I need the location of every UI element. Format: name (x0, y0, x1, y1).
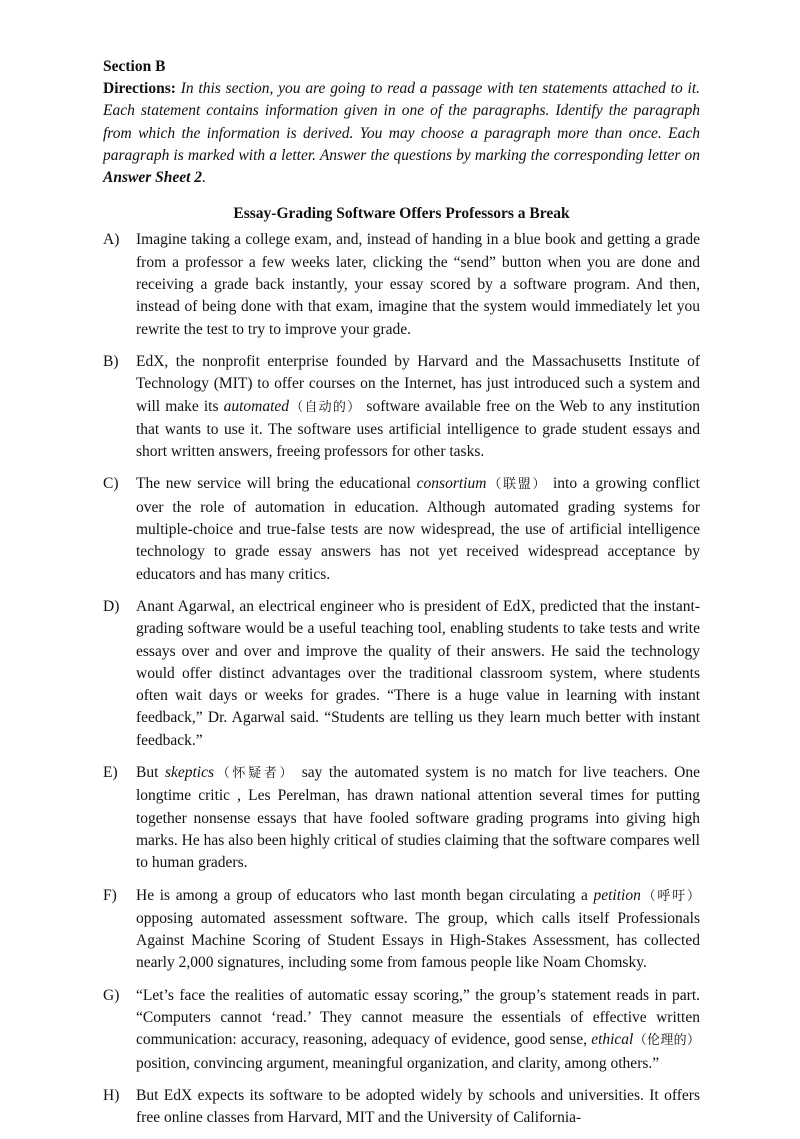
paragraph-e (103, 762, 700, 874)
paragraph-text-before: He is among a group of educators who last month began circulating a (136, 886, 594, 904)
paragraph-text-after: position, convincing argument, meaningful organization, and clarity, among others.” (136, 1054, 660, 1072)
chinese-gloss: （自动的） (289, 399, 362, 415)
paragraph-letter: G) (103, 986, 120, 1004)
paragraph-text-after: opposing automated assessment software. The group, which calls itself Professionals Against Machine Scoring of Student Essays in High-Stakes Assessment, has collected nearly 2,000 signatures, including some from famous people like Noam Chomsky. (136, 909, 700, 972)
paragraph-text-after: software available free on the Web to any institution that wants to use it. The software uses artificial intelligence to grade student essays and short written answers, freeing professors for other tasks. (136, 397, 700, 461)
chinese-gloss: （呼吁） (640, 888, 700, 904)
paragraph-text-after: into a growing conflict over the role of automation in education. Although automated grading systems for multiple-choice and true-false tests are now widespread, the use of artificial intelligence technology to grade essay answers has not yet received widespread acceptance by educators and has many critics. (136, 475, 700, 583)
glossary-term: consortium (416, 475, 487, 493)
paragraph-text: Imagine taking a college exam, and, instead of handing in a blue book and getting a grade from a professor a few weeks later, clicking the “send” button when you are done and receiving a grade back instantly, your essay scored by a software program. And then, instead of being done with that exam, imagine that the system would immediately let you rewrite the test to try to improve your grade. (136, 231, 700, 338)
section-title: Section B (103, 58, 166, 75)
directions-text: In this section, you are going to read a passage with ten statements attached to it. Each statement contains information given in one of the paragraphs. Identify the paragraph from which the information is derived. You may choose a paragraph more than once. Each paragraph is marked with a letter. Answer the questions by marking the corresponding letter on (103, 80, 700, 164)
passage-title: Essay-Grading Software Offers Professors a Break (233, 205, 570, 223)
paragraph-text-before: EdX, the nonprofit enterprise founded by Harvard and the Massachusetts Institute of Technology (MIT) to offer courses on the Internet, has just introduced such a system and will make its (136, 352, 700, 415)
paragraph-text-before: The new service will bring the educational (136, 475, 417, 493)
glossary-term: skeptics (164, 764, 215, 782)
paragraph-letter: F) (103, 886, 117, 904)
glossary-term: ethical (591, 1031, 634, 1049)
paragraph-letter: B) (103, 352, 119, 370)
directions-lead: Directions: (103, 80, 176, 97)
paragraph-a (103, 229, 700, 340)
chinese-gloss: （伦理的） (633, 1033, 700, 1049)
directions (103, 78, 700, 189)
paragraph-letter: D) (103, 597, 120, 615)
paragraph-c (103, 473, 700, 585)
glossary-term: automated (223, 397, 290, 415)
paragraph-letter: C) (103, 475, 119, 493)
paragraph-text-before: But (136, 764, 165, 782)
paragraph-letter: E) (103, 764, 118, 782)
glossary-term: petition (593, 886, 641, 904)
paragraph-text-before: “Let’s face the realities of automatic essay scoring,” the group’s statement reads in part. “Computers cannot ‘read.’ They cannot measure the essentials of effective written communication: accuracy, reasoning, adequacy of evidence, good sense, (136, 986, 700, 1049)
paragraph-text: But EdX expects its software to be adopted widely by schools and universities. It offers free online classes from Harvard, MIT and the University of California- (136, 1086, 700, 1127)
paragraph-d (103, 596, 700, 752)
paragraph-h (103, 1085, 700, 1130)
paragraph-b (103, 351, 700, 463)
paragraph-text-after: say the automated system is no match for live teachers. One longtime critic , Les Perelman, has drawn national attention several times for putting together nonsense essays that have fooled software grading programs into giving high marks. He has also been highly critical of studies claiming that the software compares well to human graders. (136, 764, 700, 872)
document-page (103, 56, 700, 1139)
paragraph-text: Anant Agarwal, an electrical engineer who is president of EdX, predicted that the instant-grading software would be a useful teaching tool, enabling students to take tests and write essays over and over and improve the quality of their answers. He said the technology would offer distinct advantages over the traditional classroom system, where students often wait days or weeks for grades. “There is a huge value in learning with instant feedback,” Dr. Agarwal said. “Students are telling us they learn much better with instant feedback.” (136, 597, 700, 749)
chinese-gloss: （联盟） (486, 477, 548, 493)
paragraph-g (103, 985, 700, 1075)
paragraph-f (103, 885, 700, 975)
paragraph-letter: A) (103, 231, 120, 249)
directions-end: . (202, 169, 206, 187)
answer-sheet-label: Answer Sheet 2 (103, 169, 203, 187)
paragraph-letter: H) (103, 1086, 120, 1104)
chinese-gloss: （怀疑者） (214, 766, 296, 782)
